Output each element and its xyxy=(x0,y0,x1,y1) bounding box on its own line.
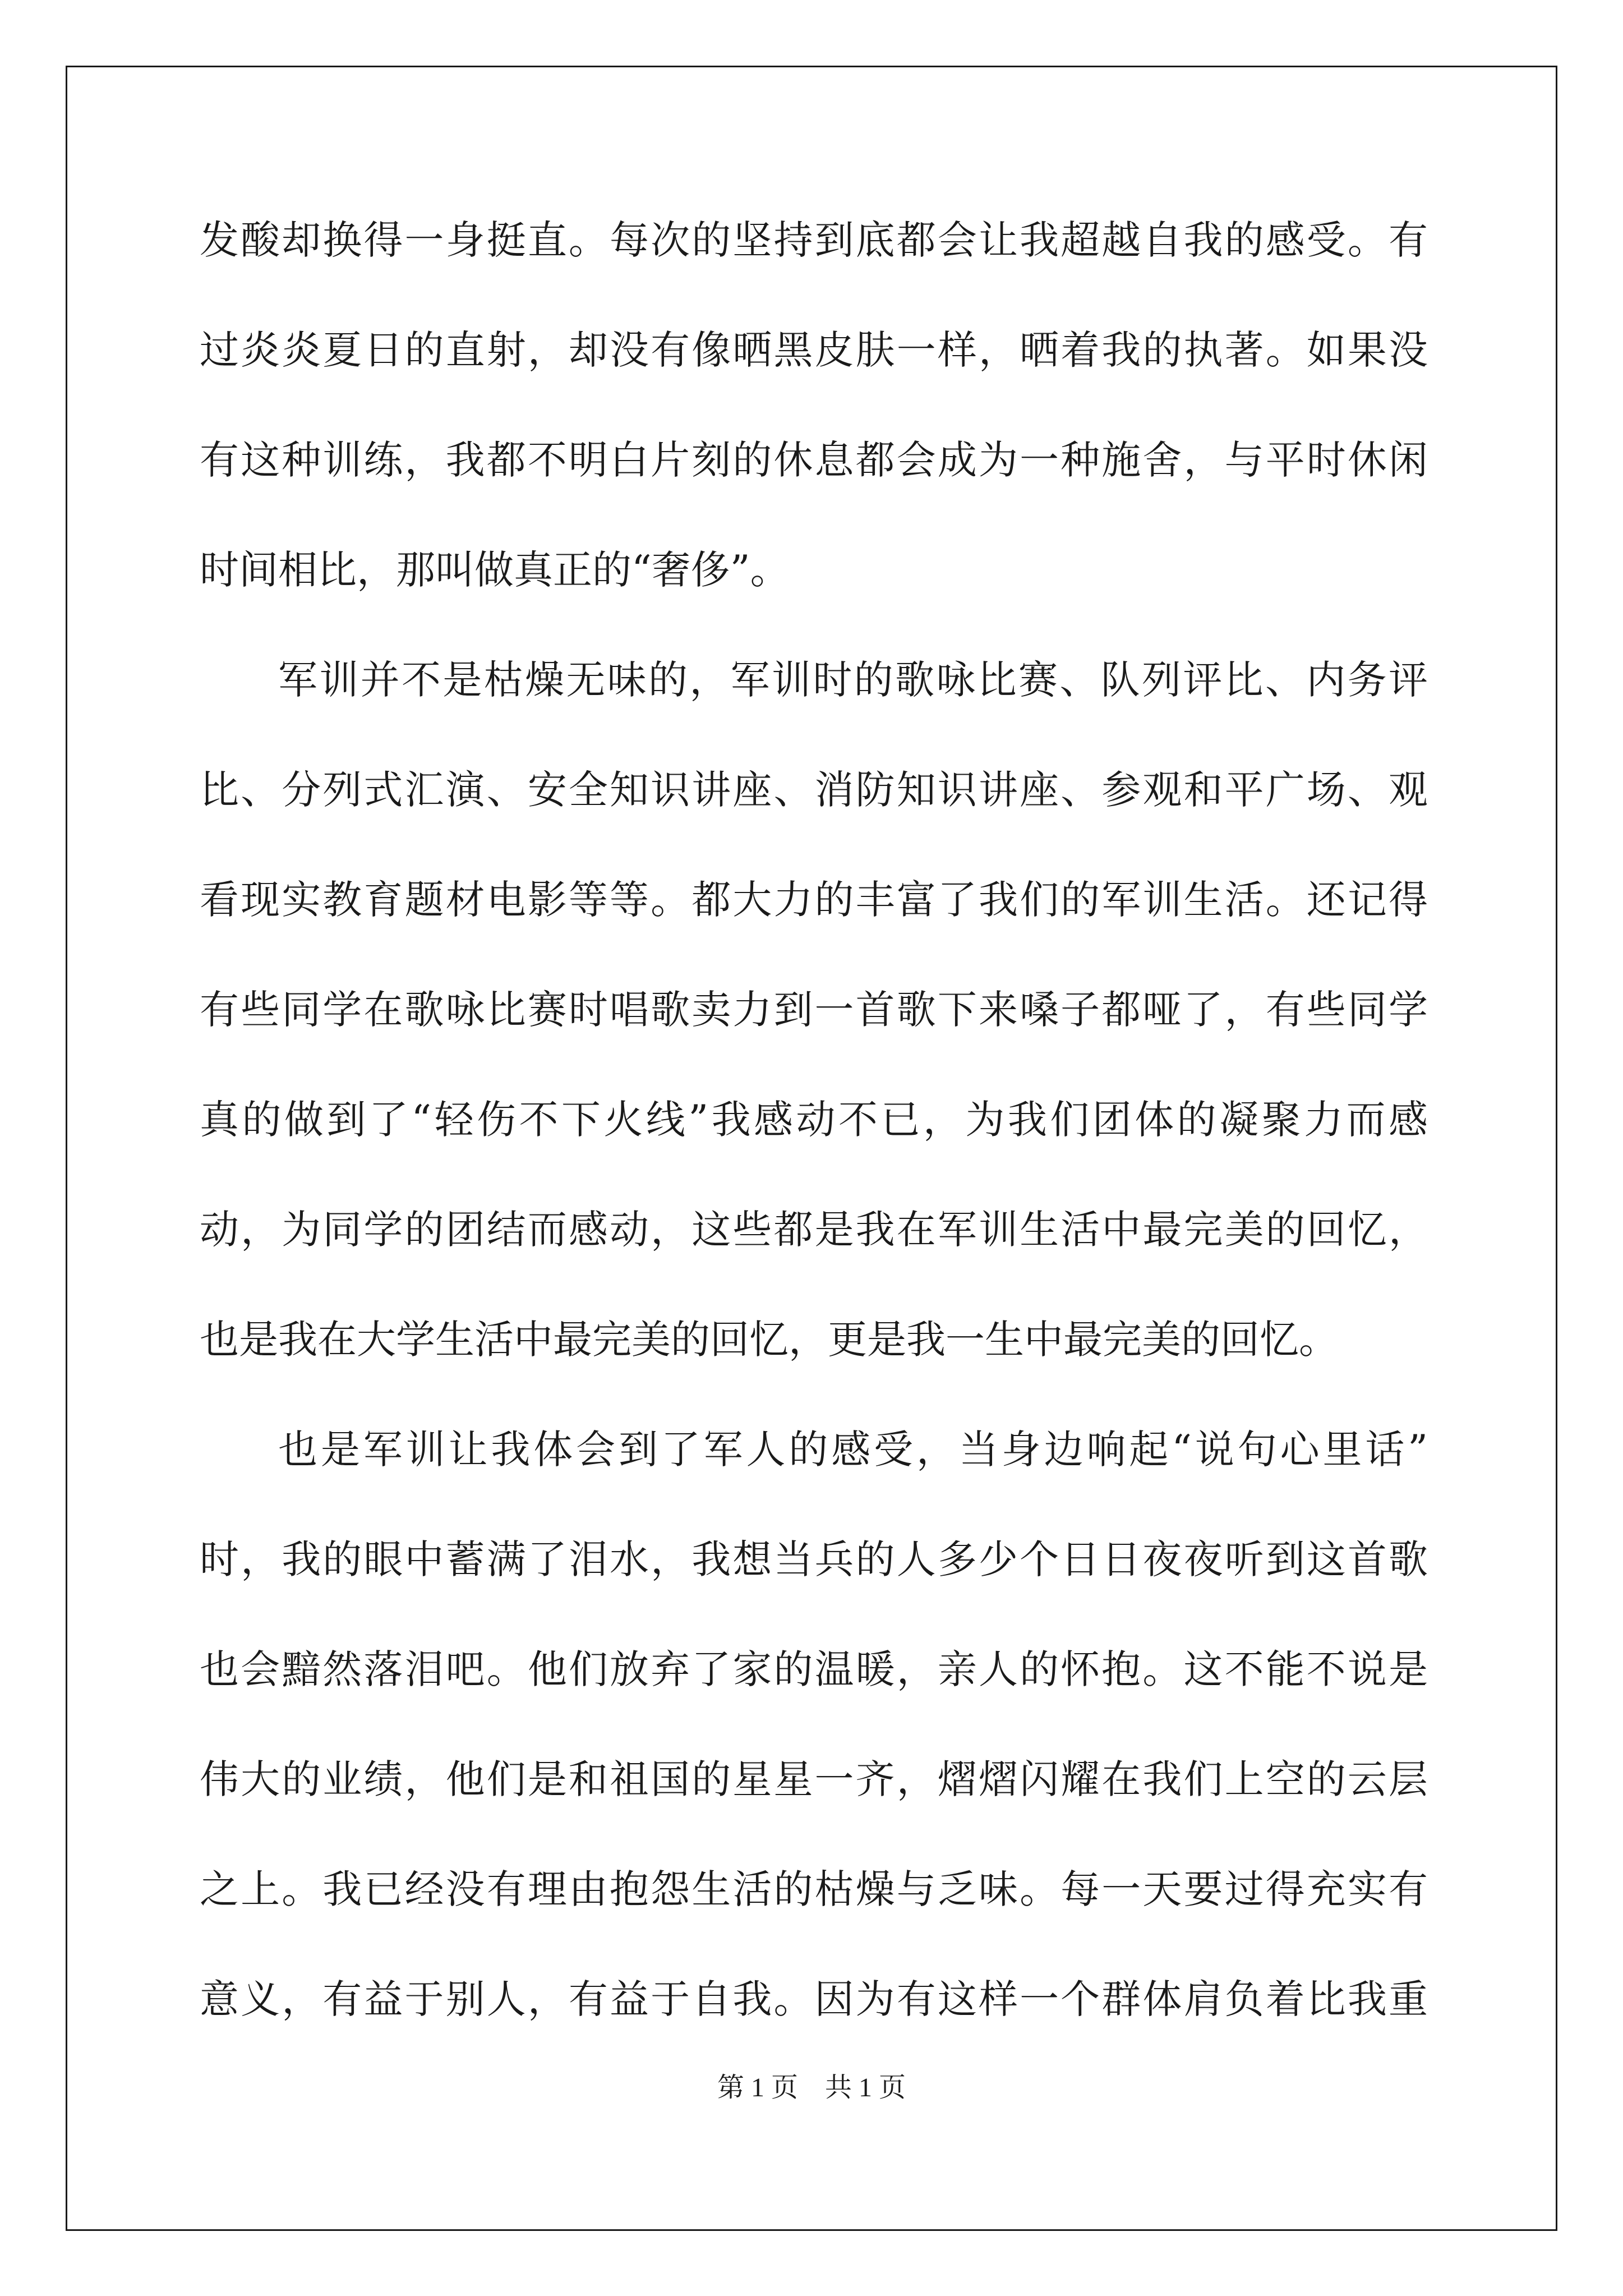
text-line: 时，我的眼中蓄满了泪水，我想当兵的人多少个日日夜夜听到这首歌 xyxy=(200,1536,1428,1582)
text-line: 军训并不是枯燥无味的，军训时的歌咏比赛、队列评比、内务评 xyxy=(278,657,1428,703)
page-number-footer: 第 1 页 共 1 页 xyxy=(717,2073,906,2102)
text-line: 动，为同学的团结而感动，这些都是我在军训生活中最完美的回忆， xyxy=(200,1207,1428,1253)
text-line: 也会黯然落泪吧。他们放弃了家的温暖，亲人的怀抱。这不能不说是 xyxy=(200,1646,1428,1692)
text-line: 看现实教育题材电影等等。都大力的丰富了我们的军训生活。还记得 xyxy=(200,877,1428,923)
text-line: 有些同学在歌咏比赛时唱歌卖力到一首歌下来嗓子都哑了，有些同学 xyxy=(200,987,1428,1033)
text-line: 也是我在大学生活中最完美的回忆，更是我一生中最完美的回忆。 xyxy=(200,1317,1338,1363)
text-line: 发酸却换得一身挺直。每次的坚持到底都会让我超越自我的感受。有 xyxy=(200,217,1428,263)
text-line: 比、分列式汇演、安全知识讲座、消防知识讲座、参观和平广场、观 xyxy=(200,767,1428,813)
text-line: 过炎炎夏日的直射，却没有像晒黑皮肤一样，晒着我的执著。如果没 xyxy=(200,327,1428,373)
text-line: 有这种训练，我都不明白片刻的休息都会成为一种施舍，与平时休闲 xyxy=(200,437,1428,483)
text-line: 时间相比，那叫做真正的“奢侈”。 xyxy=(200,547,790,593)
text-line: 伟大的业绩，他们是和祖国的星星一齐，熠熠闪耀在我们上空的云层 xyxy=(200,1756,1428,1802)
text-line: 也是军训让我体会到了军人的感受，当身边响起“说句心里话” xyxy=(278,1427,1428,1473)
text-line: 真的做到了“轻伤不下火线”我感动不已，为我们团体的凝聚力而感 xyxy=(200,1097,1428,1143)
text-line: 之上。我已经没有理由抱怨生活的枯燥与乏味。每一天要过得充实有 xyxy=(200,1866,1428,1912)
text-line: 意义，有益于别人，有益于自我。因为有这样一个群体肩负着比我重 xyxy=(200,1976,1428,2022)
